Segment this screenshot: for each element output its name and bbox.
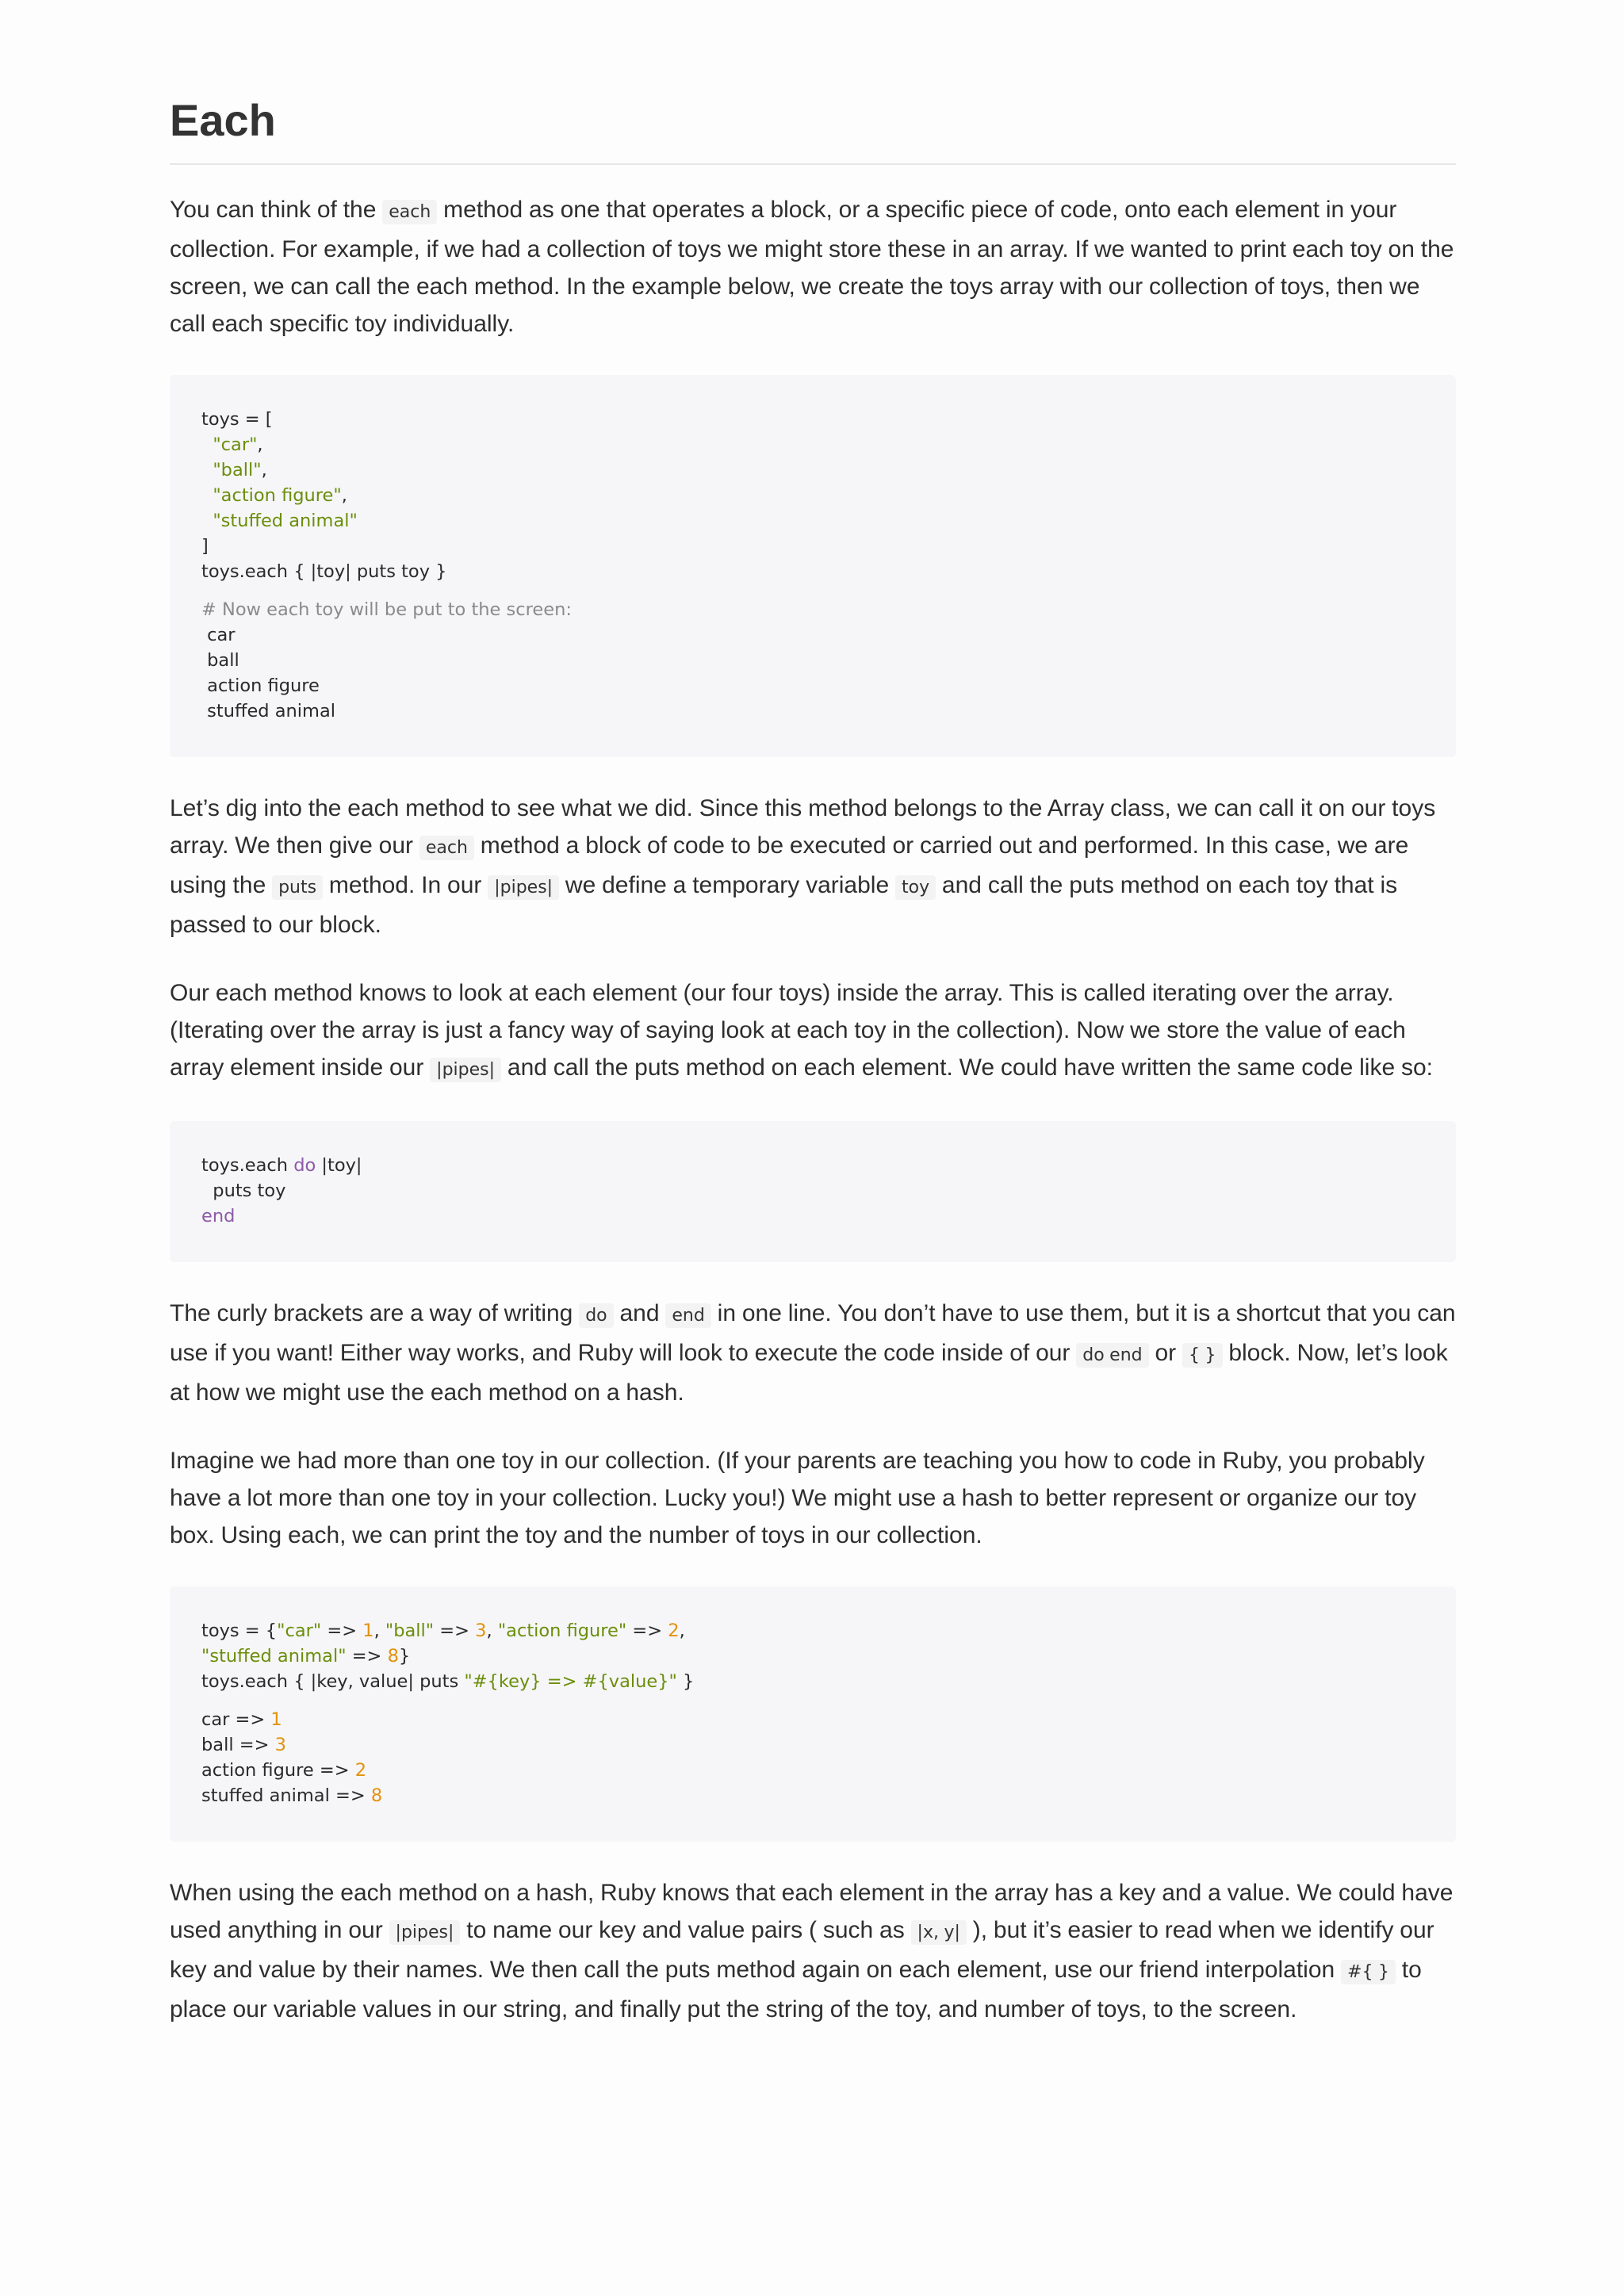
inline-code-puts: puts	[272, 875, 323, 900]
inline-code-each: each	[419, 836, 474, 860]
inline-code-do-end: do end	[1076, 1343, 1148, 1368]
inline-code-pipes: |pipes|	[430, 1058, 501, 1082]
inline-code-xy: |x, y|	[911, 1920, 967, 1945]
page-title: Each	[170, 89, 1456, 165]
article	[170, 89, 1456, 2028]
hash-intro-paragraph: Imagine we had more than one toy in our collection. (If your parents are teaching you how to code in Ruby, you probably have a lot more than one toy in your collection. Lucky you!) We might use a hash to better represent or organize our toy box. Using each, we can print the toy and the number of toys in our collection.	[170, 1448, 1425, 1548]
string-literal: "stuffed animal"	[213, 511, 358, 531]
curly-brackets-paragraph: The curly brackets are a way of writing do and end in one line. You don’t have to use them, but it is a shortcut that you can use if you want! Either way works, and Ruby will look to execute the code inside of our do end or { } block. Now, let’s look at how we might use the each method on a hash.	[170, 1300, 1456, 1406]
keyword-end: end	[201, 1206, 236, 1226]
iterating-paragraph: Our each method knows to look at each element (our four toys) inside the array. This is called iterating over the array. (Iterating over the array is just a fancy way of saying look at each toy in the collection). Now we store the value of each array element inside our |pipes| and call the puts method on each element. We could have written the same code like so:	[170, 980, 1434, 1081]
inline-code-interpolation: #{ }	[1341, 1960, 1396, 1984]
inline-code-each: each	[382, 200, 437, 224]
inline-code-pipes: |pipes|	[389, 1920, 461, 1945]
code-block-hash: toys = {"car" => 1, "ball" => 3, "action figure" => 2, "stuffed animal" => 8} toys.each { |key, value| puts "#{key} => #{value}" } car => 1 ball => 3 action figure => 2 stuffed animal => 8	[170, 1586, 1456, 1842]
hash-explanation-paragraph: When using the each method on a hash, Ruby knows that each element in the array has a key and a value. We could have used anything in our |pipes| to name our key and value pairs ( such as |x, y| ), but it’s easier to read when we identify our key and value by their names. We then call the puts method again on each element, use our friend interpolation #{ } to place our variable values in our string, and finally put the string of the toy, and number of toys, to the screen.	[170, 1880, 1454, 2022]
code-block-do-end: toys.each do |toy| puts toy end	[170, 1121, 1456, 1262]
keyword-do: do	[293, 1155, 316, 1176]
intro-paragraph: You can think of the each method as one that operates a block, or a specific piece of code, onto each element in your collection. For example, if we had a collection of toys we might store these in an array. If we wanted to print each toy on the screen, we can call the each method. In the example below, we create the toys array with our collection of toys, then we call each specific toy individually.	[170, 197, 1454, 337]
inline-code-braces: { }	[1182, 1343, 1223, 1368]
inline-code-pipes: |pipes|	[488, 875, 559, 900]
string-literal: "action figure"	[213, 485, 342, 506]
explanation-paragraph: Let’s dig into the each method to see what we did. Since this method belongs to the Array class, we can call it on our toys array. We then give our each method a block of code to be executed or carried out and performed. In this case, we are using the puts method. In our |pipes| we define a temporary variable toy and call the puts method on each toy that is passed to our block.	[170, 795, 1436, 938]
code-block-array: toys = [ "car", "ball", "action figure", "stuffed animal" ] toys.each { |toy| puts toy } # Now each toy will be put to the screen: car ball action figure stuffed animal	[170, 375, 1456, 757]
inline-code-toy: toy	[895, 875, 936, 900]
inline-code-end: end	[665, 1303, 710, 1328]
string-literal: "car"	[213, 434, 258, 455]
string-literal: "ball"	[213, 460, 262, 480]
code-comment: # Now each toy will be put to the screen:	[201, 599, 572, 620]
inline-code-do: do	[579, 1303, 613, 1328]
